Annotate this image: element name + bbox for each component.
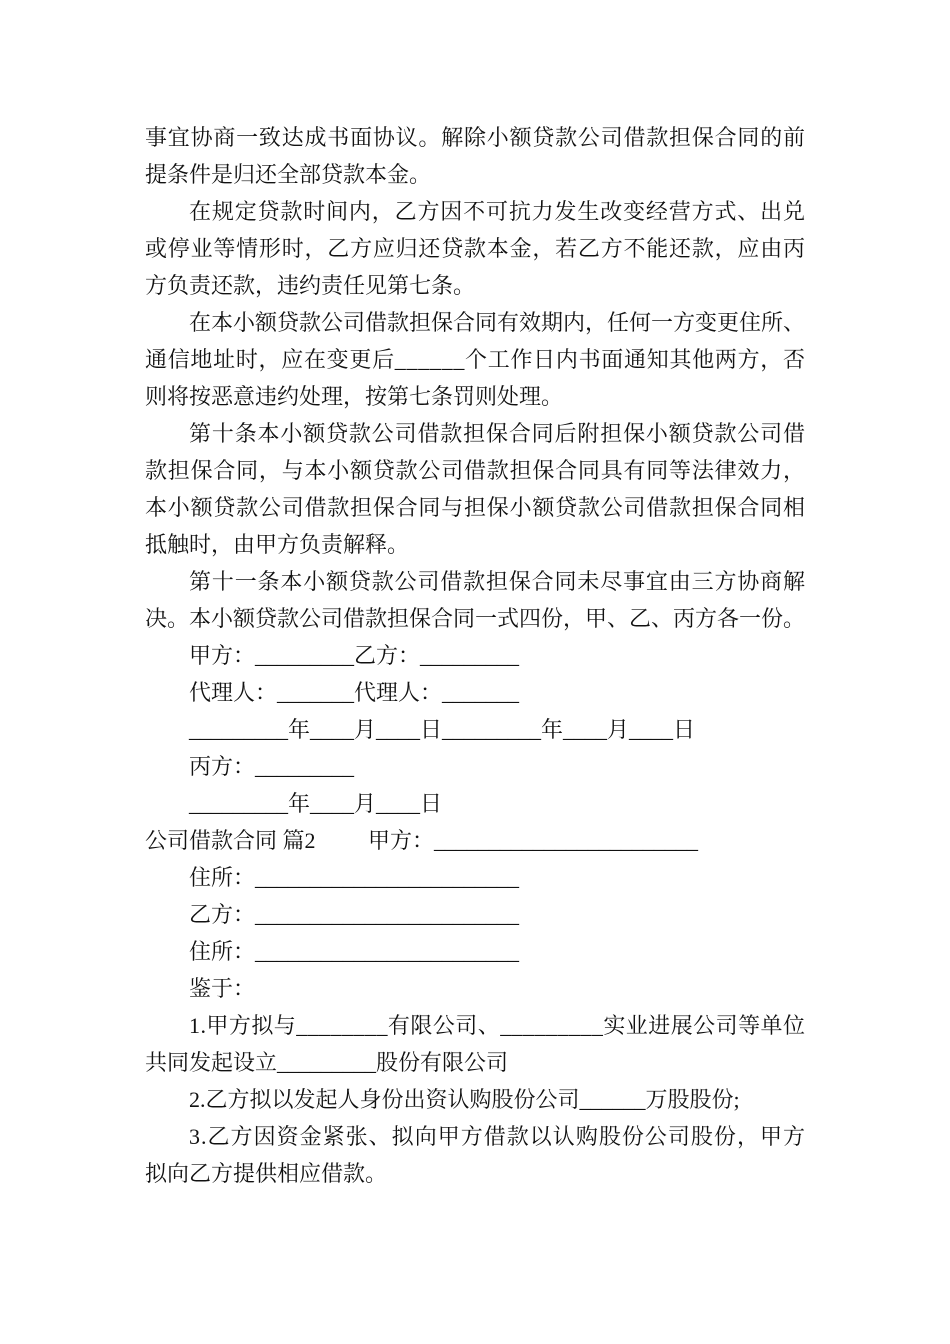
paragraph-line: 决。本小额贷款公司借款担保合同一式四份，甲、乙、丙方各一份。	[145, 606, 806, 631]
recital-line: 共同发起设立_________股份有限公司	[145, 1050, 509, 1075]
signature-row-party-c	[145, 748, 805, 785]
section-2-header-row	[145, 822, 805, 859]
whereas-label: 鉴于：	[189, 976, 256, 1001]
paragraph-line: 抵触时，由甲方负责解释。	[145, 532, 410, 557]
date-b-field: _________年____月____日	[442, 717, 696, 742]
paragraph-line: 本小额贷款公司借款担保合同与担保小额贷款公司借款担保合同相	[145, 495, 806, 520]
paragraph-line: 在规定贷款时间内，乙方因不可抗力发生改变经营方式、出兑	[189, 199, 806, 224]
recital-item	[145, 1081, 805, 1118]
paragraph	[145, 563, 805, 637]
document-body	[145, 119, 805, 1192]
paragraph-line: 在本小额贷款公司借款担保合同有效期内，任何一方变更住所、	[189, 310, 805, 335]
party-a-signature-field: 甲方：_________	[189, 643, 355, 668]
party-b-signature-field: 乙方：_________	[354, 643, 520, 668]
party-a-field: 甲方：________________________	[368, 828, 699, 853]
signature-row-parties	[145, 637, 805, 674]
agent-b-signature-field: 代理人：_______	[354, 680, 520, 705]
recital-line: 3.乙方因资金紧张、拟向甲方借款以认购股份公司股份，甲方	[189, 1124, 807, 1149]
paragraph-line: 款担保合同，与本小额贷款公司借款担保合同具有同等法律效力，	[145, 458, 806, 483]
section-2	[145, 822, 805, 1192]
paragraph	[145, 193, 805, 304]
paragraph-line: 第十条本小额贷款公司借款担保合同后附担保小额贷款公司借	[189, 421, 806, 446]
signature-row-dates	[145, 711, 805, 748]
paragraph	[145, 415, 805, 563]
party-b-address-field: 住所：________________________	[189, 939, 520, 964]
paragraph-line: 提条件是归还全部贷款本金。	[145, 162, 432, 187]
date-a-field: _________年____月____日	[189, 717, 443, 742]
paragraph-line: 方负责还款，违约责任见第七条。	[145, 273, 476, 298]
party-b-field: 乙方：________________________	[189, 902, 520, 927]
recital-line: 拟向乙方提供相应借款。	[145, 1161, 388, 1186]
signature-row-agents	[145, 674, 805, 711]
paragraph-line: 或停业等情形时，乙方应归还贷款本金，若乙方不能还款，应由丙	[145, 236, 806, 261]
paragraph-line: 通信地址时，应在变更后______个工作日内书面通知其他两方，否	[145, 347, 806, 372]
paragraph	[145, 119, 805, 193]
date-c-field: _________年____月____日	[189, 791, 443, 816]
paragraph-line: 则将按恶意违约处理，按第七条罚则处理。	[145, 384, 564, 409]
signature-block	[145, 637, 805, 822]
section-heading: 公司借款合同 篇2	[145, 828, 316, 853]
recital-line: 2.乙方拟以发起人身份出资认购股份公司______万股股份;	[189, 1087, 740, 1112]
party-c-signature-field: 丙方：_________	[189, 754, 355, 779]
agent-a-signature-field: 代理人：_______	[189, 680, 355, 705]
recital-line: 1.甲方拟与________有限公司、_________实业进展公司等单位	[189, 1013, 806, 1038]
paragraph-line: 事宜协商一致达成书面协议。解除小额贷款公司借款担保合同的前	[145, 125, 806, 150]
recital-item	[145, 1007, 805, 1081]
paragraph	[145, 304, 805, 415]
recital-item	[145, 1118, 805, 1192]
paragraph-line: 第十一条本小额贷款公司借款担保合同未尽事宜由三方协商解	[189, 569, 806, 594]
party-a-address-field: 住所：________________________	[189, 865, 520, 890]
signature-row-date-c	[145, 785, 805, 822]
